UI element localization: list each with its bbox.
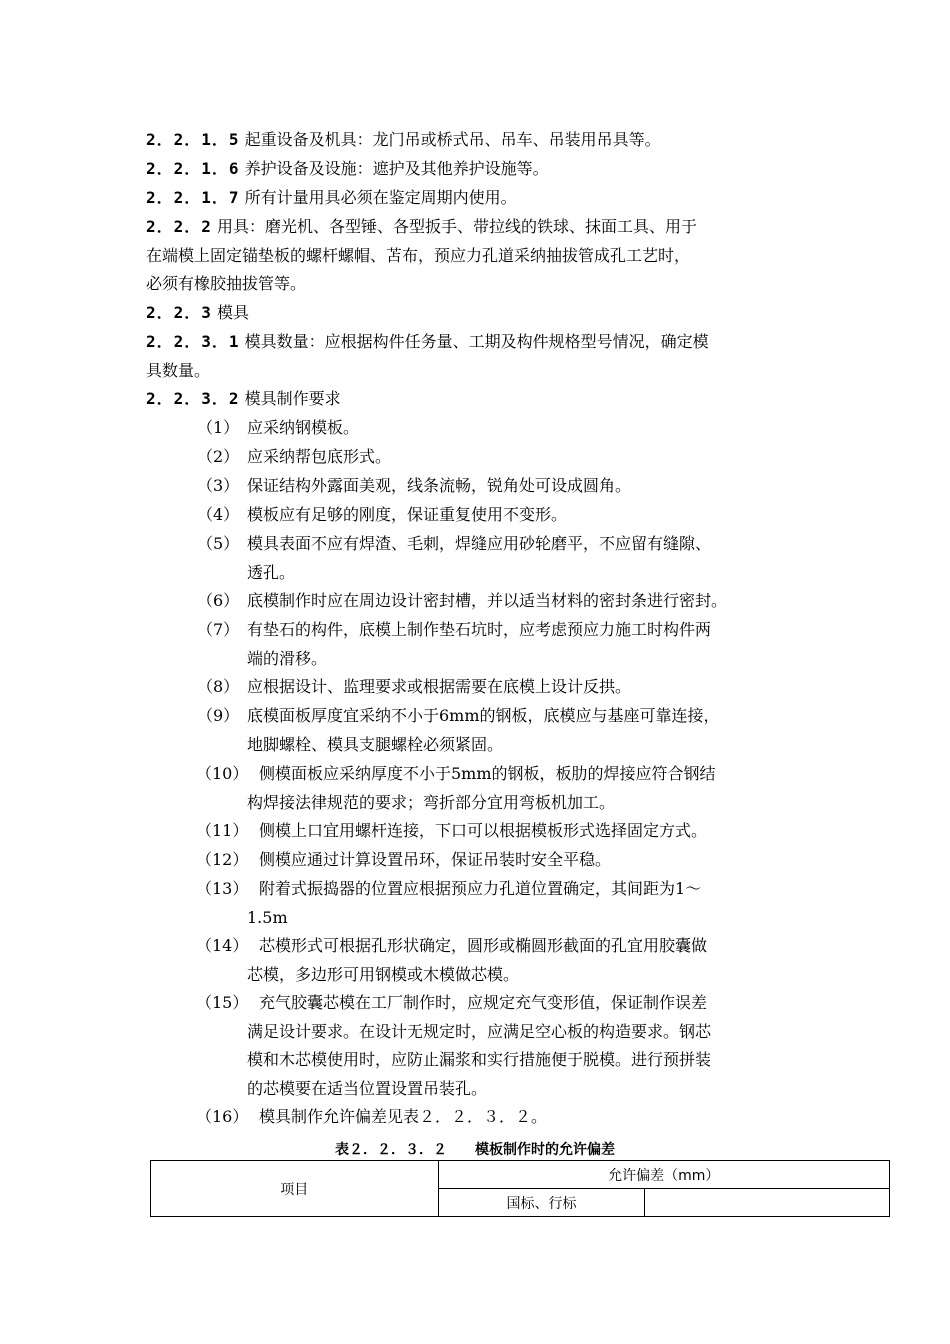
list-item-label: （9） xyxy=(197,706,240,725)
section-text: 必须有橡胶抽拔管等。 xyxy=(146,274,307,293)
section-number: 2．2．2 xyxy=(146,217,212,236)
list-item-text: 侧模面板应采纳厚度不小于5mm的钢板，板肋的焊接应符合钢结 xyxy=(259,764,716,783)
tolerance-table xyxy=(150,1160,890,1217)
section-text: 模具 xyxy=(217,303,250,322)
list-item-text: 芯模形式可根据孔形状确定，圆形或椭圆形截面的孔宜用胶囊做 xyxy=(259,936,708,955)
section-4-line-2 xyxy=(146,246,826,266)
list-item-label: （10） xyxy=(196,764,249,783)
list-item-text: 应采纳钢模板。 xyxy=(247,418,360,437)
section-3 xyxy=(146,188,826,208)
list-item-label: （13） xyxy=(196,879,249,898)
section-text: 养护设备及设施：遮护及其他养护设施等。 xyxy=(244,159,549,178)
table-header-item: 项目 xyxy=(151,1161,439,1217)
section-1 xyxy=(146,130,826,150)
list-item-label: （14） xyxy=(196,936,249,955)
section-text: 所有计量用具必须在鉴定周期内使用。 xyxy=(244,188,517,207)
section-text: 在端模上固定锚垫板的螺杆螺帽、苫布，预应力孔道采纳抽拔管成孔工艺时， xyxy=(146,245,691,265)
section-number: 2．2．3．1 xyxy=(146,332,240,351)
section-text: 起重设备及机具：龙门吊或桥式吊、吊车、吊装用吊具等。 xyxy=(244,130,661,149)
list-item-text: 地脚螺栓、模具支腿螺栓必须紧固。 xyxy=(247,734,504,754)
list-item-text: 应根据设计、监理要求或根据需要在底模上设计反拱。 xyxy=(247,677,632,696)
section-text: 具数量。 xyxy=(146,360,211,380)
table-caption: 表２．２．３．２ 模板制作时的允许偏差 xyxy=(335,1142,615,1158)
section-6-line-2 xyxy=(146,361,826,381)
table-subheader-standard: 国标、行标 xyxy=(438,1189,645,1217)
list-item-label: （7） xyxy=(197,620,240,639)
list-item-label: （8） xyxy=(197,677,240,696)
list-item-text: 侧模应通过计算设置吊环，保证吊装时安全平稳。 xyxy=(259,850,612,869)
list-item-text: 芯模，多边形可用钢模或木模做芯模。 xyxy=(247,964,520,984)
list-item-text: 附着式振捣器的位置应根据预应力孔道位置确定，其间距为1～ xyxy=(259,879,702,898)
list-item-text: 端的滑移。 xyxy=(247,648,328,668)
list-item-text: 模和木芯模使用时，应防止漏浆和实行措施便于脱模。进行预拼装 xyxy=(247,1050,712,1069)
list-item-text: 有垫石的构件，底模上制作垫石坑时，应考虑预应力施工时构件两 xyxy=(247,620,712,639)
section-number: 2．2．3．2 xyxy=(146,389,240,408)
table-subheader-other xyxy=(645,1189,890,1217)
list-item-label: （16） xyxy=(196,1107,249,1126)
list-item-text: 保证结构外露面美观，线条流畅，锐角处可设成圆角。 xyxy=(247,476,632,495)
section-text: 用具：磨光机、各型锤、各型扳手、带拉线的铁球、抹面工具、用于 xyxy=(217,217,698,236)
list-item-label: （3） xyxy=(197,476,240,495)
table-header-tolerance: 允许偏差（mm） xyxy=(438,1161,889,1189)
list-item-label: （5） xyxy=(197,534,240,553)
section-7 xyxy=(146,389,826,409)
list-item-text: 模板应有足够的刚度，保证重复使用不变形。 xyxy=(247,505,568,524)
list-item-label: （6） xyxy=(197,591,240,610)
list-item-label: （4） xyxy=(197,505,240,524)
list-item-text: 侧模上口宜用螺杆连接，下口可以根据模板形式选择固定方式。 xyxy=(259,821,708,840)
section-2 xyxy=(146,159,826,179)
section-5 xyxy=(146,303,826,323)
list-item-text: 充气胶囊芯模在工厂制作时，应规定充气变形值，保证制作误差 xyxy=(259,993,708,1012)
section-6 xyxy=(146,332,826,352)
section-text: 模具数量：应根据构件任务量、工期及构件规格型号情况，确定模 xyxy=(244,332,709,351)
list-item-text: 模具制作允许偏差见表２．２．３．２。 xyxy=(259,1107,548,1126)
list-item-text: 模具表面不应有焊渣、毛刺，焊缝应用砂轮磨平，不应留有缝隙、 xyxy=(247,534,712,553)
section-4 xyxy=(146,217,826,237)
list-item-label: （1） xyxy=(197,418,240,437)
list-item-text: 应采纳帮包底形式。 xyxy=(247,447,392,466)
list-item-text: 底模制作时应在周边设计密封槽，并以适当材料的密封条进行密封。 xyxy=(247,591,728,610)
list-item-text: 构焊接法律规范的要求；弯折部分宜用弯板机加工。 xyxy=(247,792,616,812)
list-item-text: 底模面板厚度宜采纳不小于6mm的钢板，底模应与基座可靠连接， xyxy=(247,706,720,725)
section-number: 2．2．1．7 xyxy=(146,188,240,207)
list-item-label: （2） xyxy=(197,447,240,466)
list-item-label: （11） xyxy=(196,821,249,840)
section-4-line-3 xyxy=(146,274,826,294)
section-text: 模具制作要求 xyxy=(244,389,341,408)
section-number: 2．2．1．5 xyxy=(146,130,240,149)
section-number: 2．2．3 xyxy=(146,303,212,322)
list-item-text: 透孔。 xyxy=(247,562,296,582)
list-item-text: 的芯模要在适当位置设置吊装孔。 xyxy=(247,1078,488,1098)
list-item-label: （15） xyxy=(196,993,249,1012)
list-item-label: （12） xyxy=(196,850,249,869)
list-item-text: 1.5m xyxy=(247,907,288,927)
list-item-text: 满足设计要求。在设计无规定时，应满足空心板的构造要求。钢芯 xyxy=(247,1021,712,1041)
section-number: 2．2．1．6 xyxy=(146,159,240,178)
